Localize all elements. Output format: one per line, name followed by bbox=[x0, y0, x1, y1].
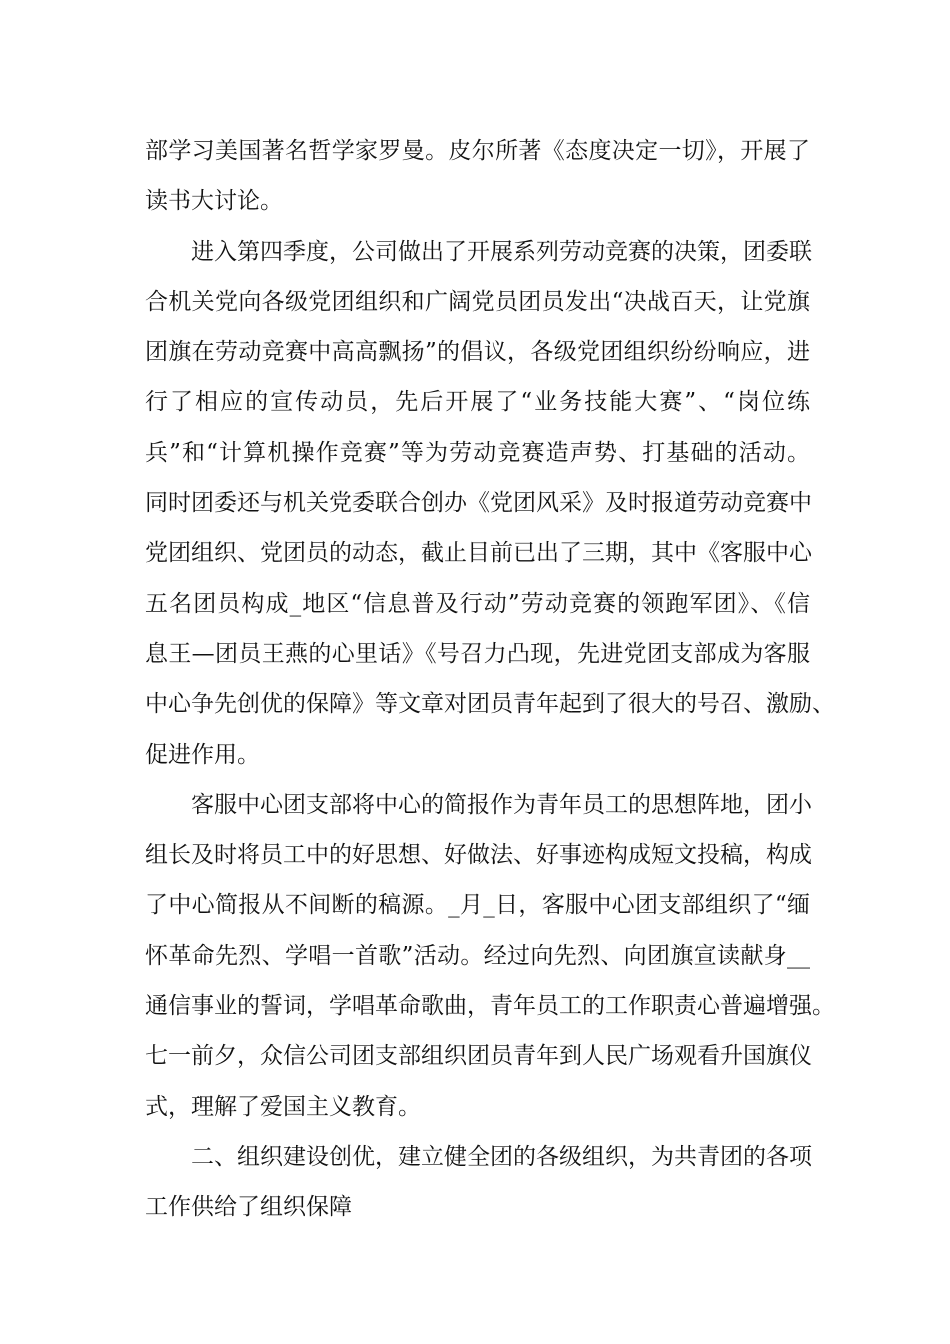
paragraph-start-line: 进入第四季度，公司做出了开展系列劳动竞赛的决策，团委联 bbox=[191, 238, 812, 265]
text-line: 通信事业的誓词，学唱革命歌曲，青年员工的工作职责心普遍增强。 bbox=[145, 993, 835, 1020]
text-line: 促进作用。 bbox=[145, 741, 260, 768]
paragraph-start-line: 客服中心团支部将中心的简报作为青年员工的思想阵地，团小 bbox=[191, 791, 812, 818]
section-heading-line: 二、组织建设创优，建立健全团的各级组织，为共青团的各项 bbox=[191, 1143, 812, 1170]
text-line: 息王—团员王燕的心里话》《号召力凸现，先进党团支部成为客服 bbox=[145, 640, 810, 667]
text-line: 同时团委还与机关党委联合创办《党团风采》及时报道劳动竞赛中 bbox=[145, 490, 812, 517]
text-line: 党团组织、党团员的动态，截止目前已出了三期，其中《客服中心 bbox=[145, 540, 812, 567]
text-line: 行了相应的宣传动员，先后开展了“业务技能大赛”、“岗位练 bbox=[145, 389, 810, 416]
text-line: 兵”和“计算机操作竞赛”等为劳动竞赛造声势、打基础的活动。 bbox=[145, 439, 810, 466]
text-line: 五名团员构成_地区“信息普及行动”劳动竞赛的领跑军团》、《信 bbox=[145, 590, 810, 617]
text-line: 部学习美国著名哲学家罗曼。皮尔所著《态度决定一切》，开展了 bbox=[145, 138, 810, 164]
text-line: 合机关党向各级党团组织和广阔党员团员发出“决战百天，让党旗 bbox=[145, 288, 810, 315]
text-line: 了中心简报从不间断的稿源。_月_日，客服中心团支部组织了“缅 bbox=[145, 892, 810, 919]
text-line: 式，理解了爱国主义教育。 bbox=[145, 1093, 421, 1120]
section-heading-line: 工作供给了组织保障 bbox=[145, 1194, 352, 1221]
text-line: 怀革命先烈、学唱一首歌”活动。经过向先烈、向团旗宣读献身__ bbox=[145, 942, 810, 969]
text-line: 团旗在劳动竞赛中高高飘扬”的倡议，各级党团组织纷纷响应，进 bbox=[145, 339, 810, 366]
body-text bbox=[145, 126, 835, 1233]
text-line: 组长及时将员工中的好思想、好做法、好事迹构成短文投稿，构成 bbox=[145, 842, 812, 869]
text-line: 中心争先创优的保障》等文章对团员青年起到了很大的号召、激励、 bbox=[145, 691, 835, 718]
text-line: 读书大讨论。 bbox=[145, 188, 283, 215]
text-line: 七一前夕，众信公司团支部组织团员青年到人民广场观看升国旗仪 bbox=[145, 1043, 812, 1070]
